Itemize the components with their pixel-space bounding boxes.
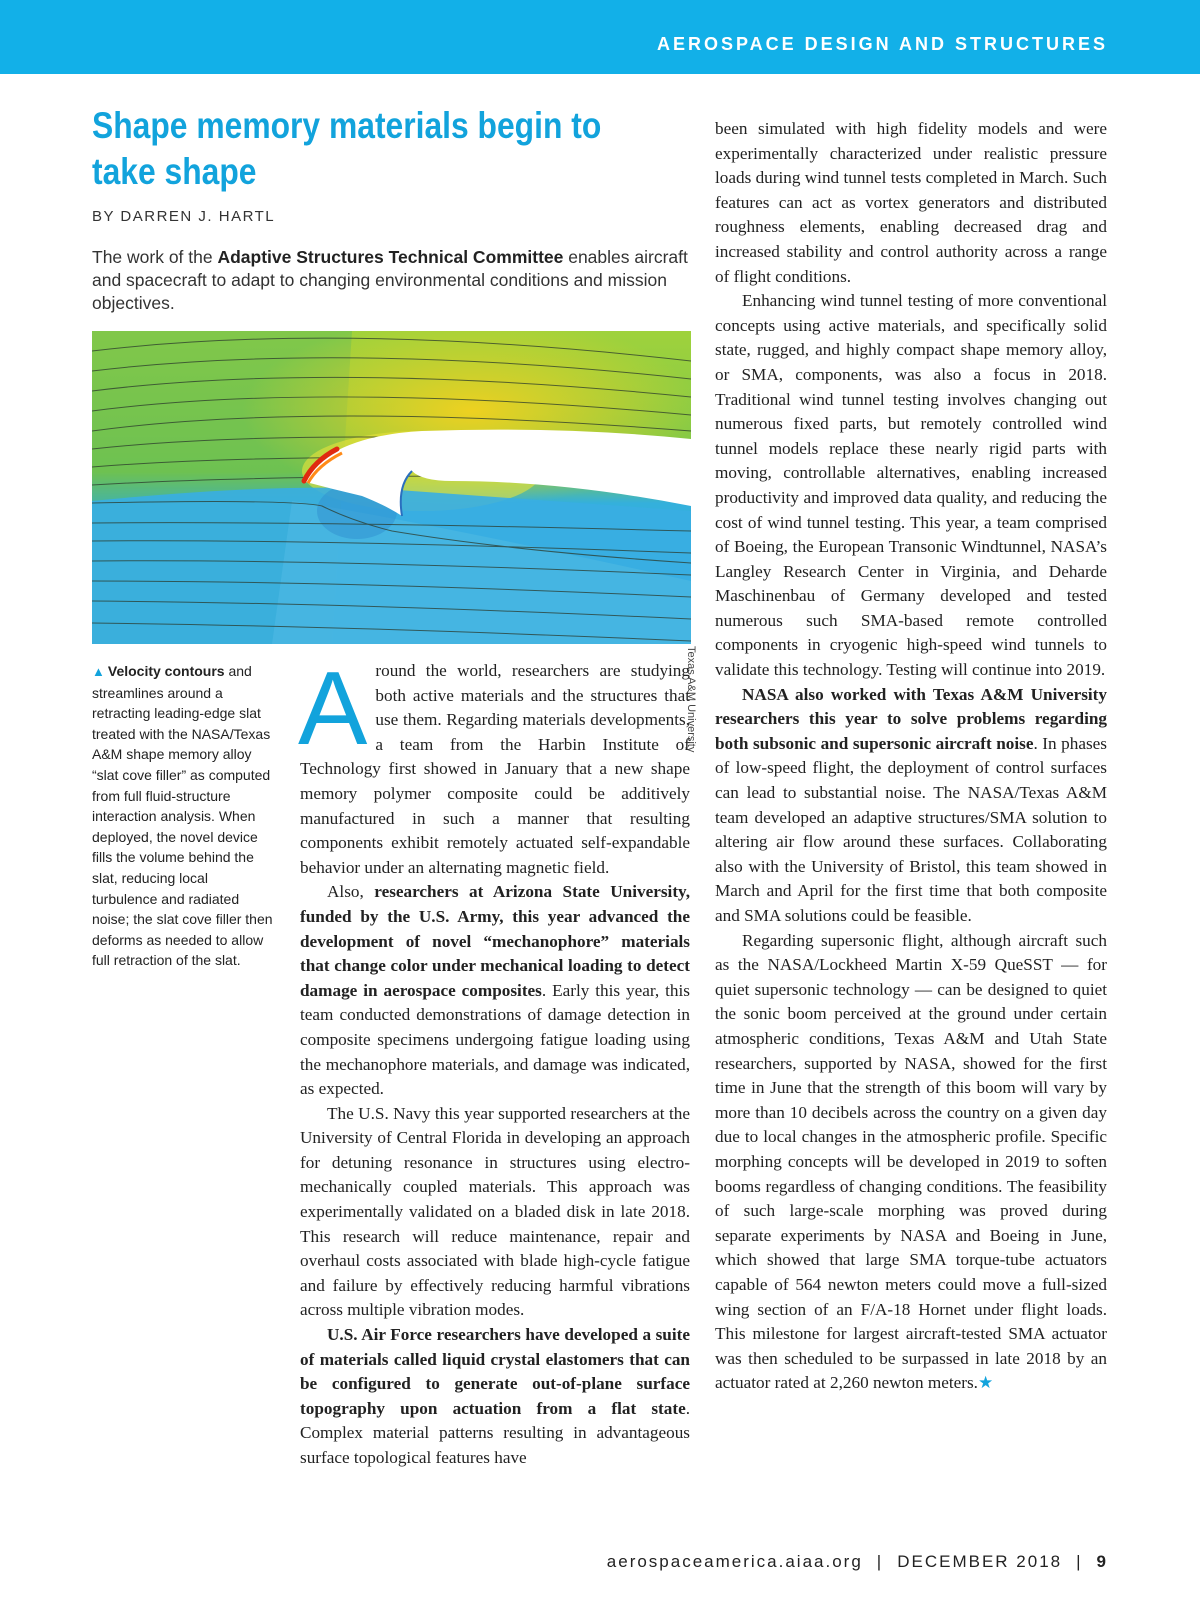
article-dek — [92, 246, 692, 315]
section-label: AEROSPACE DESIGN AND STRUCTURES — [656, 34, 1108, 54]
footer-site-url: aerospaceamerica.aiaa.org — [606, 1552, 863, 1571]
paragraph: Around the world, researchers are studying both active materials and the structures that use them. Regarding materials developments, a team from the Harbin Institute of Technology first showed in January that a new shape memory polymer composite could be additively manufactured in such a manner that resulting components exhibit remotely actuated self-expandable behavior under an alternating magnetic field. — [298, 651, 690, 877]
drop-cap: A — [298, 651, 368, 767]
body-column-3 — [715, 117, 1107, 1396]
paragraph: NASA also worked with Texas A&M University researchers this year to solve problems regarding both subsonic and supersonic aircraft noise. In phases of low-speed flight, the deployment of control surfaces can lead to substantial noise. The NASA/Texas A&M team developed an adaptive structures/SMA solution to altering air flow around these surfaces. Collaborating also with the University of Bristol, this team showed in March and April for the first time that both composite and SMA solutions could be feasible. — [715, 684, 1107, 925]
paragraph: been simulated with high fidelity models and were experimentally characterized under realistic pressure loads during wind tunnel tests completed in March. Such features can act as vortex generators and distributed roughness elements, enabling decreased drag and increased stability and control authority across a range of flight conditions. — [715, 119, 1107, 286]
caption-lead: Velocity contours — [107, 663, 225, 679]
footer-issue: DECEMBER 2018 — [897, 1552, 1063, 1571]
section-header-bar — [0, 0, 1200, 74]
paragraph: Also, researchers at Arizona State University, funded by the U.S. Army, this year advanced the development of novel “mechanophore” materials that change color under mechanical loading to detect damage in aerospace composites. Early this year, this team conducted demonstrations of damage detection in composite specimens undergoing fatigue loading using the mechanophore materials, and damage was indicated, as expected. — [300, 882, 690, 1099]
caption-text: and streamlines around a retracting leading-edge slat treated with the NASA/Texas A&M shape memory alloy “slat cove filler” as computed from full fluid-structure interaction analysis. When deployed, the novel device fills the volume behind the slat, reducing local turbulence and radiated noise; the slat cove filler then deforms as needed to allow full retraction of the slat. — [92, 663, 273, 969]
footer-separator: | — [876, 1552, 884, 1571]
body-column-2 — [298, 651, 690, 1471]
page-number: 9 — [1096, 1552, 1108, 1571]
article-title: Shape memory materials begin to take shape — [92, 105, 602, 192]
page-footer — [607, 1552, 1108, 1572]
dek-committee-name: Adaptive Structures Technical Committee — [217, 247, 564, 267]
triangle-up-icon: ▲ — [92, 664, 105, 679]
paragraph: U.S. Air Force researchers have developed a suite of materials called liquid crystal elastomers that can be configured to generate out-of-plane surface topography upon actuation from a flat state. Complex material patterns resulting in advantageous surface topological features have — [300, 1325, 690, 1467]
figure-caption — [92, 661, 277, 971]
byline: BY DARREN J. HARTL — [92, 208, 276, 225]
cfd-visualization — [92, 331, 691, 644]
paragraph: The U.S. Navy this year supported researchers at the University of Central Florida in developing an approach for detuning resonance in structures using electro-mechanically coupled materials. This approach was experimentally validated on a bladed disk in late 2018. This research will reduce maintenance, repair and overhaul costs associated with blade high-cycle fatigue and failure by effectively reducing harmful vibrations across multiple vibration modes. — [300, 1103, 690, 1320]
velocity-contour-figure — [92, 331, 691, 644]
dek-text: The work of the — [92, 247, 218, 267]
photo-credit: Texas A&M University — [685, 646, 697, 753]
dek-text-end: enables aircraft and spacecraft to adapt to changing environmental conditions and mission objectives. — [92, 247, 688, 313]
paragraph: Enhancing wind tunnel testing of more conventional concepts using active materials, and specifically solid state, rugged, and highly compact shape memory alloy, or SMA, components, was also a focus in 2018. Traditional wind tunnel testing involves changing out numerous fixed parts, but remotely controlled wind tunnel models replace these nearly rigid parts with moving, controllable alternatives, enabling increased productivity and improved data quality, and reducing the cost of wind tunnel testing. This year, a team comprised of Boeing, the European Transonic Windtunnel, NASA’s Langley Research Center in Virginia, and Deharde Maschinenbau of Germany developed and tested numerous such SMA-based remote controlled components in cryogenic high-speed wind tunnels to validate this technology. Testing will continue into 2019. — [715, 291, 1107, 680]
paragraph: Regarding supersonic flight, although aircraft such as the NASA/Lockheed Martin X-59 QueSST — for quiet supersonic technology — can be designed to quiet the sonic boom perceived at the ground under certain atmospheric conditions, Texas A&M and Utah State researchers, supported by NASA, showed for the first time in June that the strength of this boom will vary by more than 10 decibels across the country on a given day due to local changes in the atmospheric profile. Specific morphing concepts will be developed in 2019 to soften booms regardless of changing conditions. The feasibility of such large-scale morphing was proved during separate experiments by NASA and Boeing in June, which showed that large SMA torque-tube actuators capable of 564 newton meters could move a full-sized wing section of an F/A-18 Hornet under flight loads. This milestone for largest aircraft-tested SMA actuator was then scheduled to be surpassed in late 2018 by an actuator rated at 2,260 newton meters.★ — [715, 930, 1107, 1393]
star-icon: ★ — [977, 1373, 994, 1393]
footer-separator: | — [1076, 1552, 1083, 1571]
